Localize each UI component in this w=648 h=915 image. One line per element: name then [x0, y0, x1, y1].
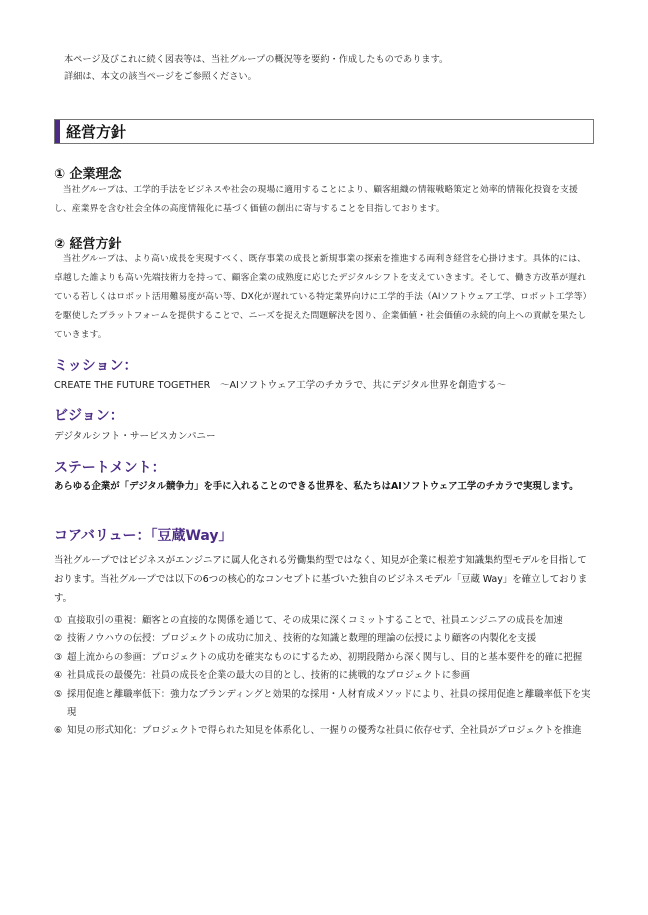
list-item-number: ②	[54, 633, 63, 645]
list-item-text: 超上流からの参画：プロジェクトの成功を確実なものにするため、初期段階から深く関与し、目的と基本要件を的確に把握	[67, 651, 583, 663]
list-item-number: ④	[54, 670, 63, 682]
section-title	[54, 119, 594, 144]
list-item-text: 直接取引の重視：顧客との直接的な関係を通じて、その成果に深くコミットすることで、社員エンジニアの成長を加速	[67, 615, 563, 626]
philosophy-text: 当社グループは、工学的手法をビジネスや社会の現場に適用することにより、顧客組織の情報戦略策定と効率的情報化投資を支援し、産業界を含む社会全体の高度情報化に基づく価値の創出に寄与することを目指しております。	[54, 185, 578, 214]
mission-text: CREATE THE FUTURE TOGETHER ～AIソフトウェア工学のチカラで、共にデジタル世界を創造する～	[54, 380, 507, 391]
section-accent-bar	[55, 120, 60, 143]
list-item	[54, 612, 599, 630]
statement-heading: ステートメント：	[54, 460, 166, 476]
mission-heading: ミッション：	[54, 358, 138, 374]
list-item	[54, 667, 599, 685]
list-item	[54, 649, 599, 667]
core-value-text: 当社グループではビジネスがエンジニアに属人化される労働集約型ではなく、知見が企業に根差す知識集約型モデルを目指しております。当社グループでは以下の6つの核心的なコンセプトに基づいた独自のビジネスモデル「豆蔵 Way」を確立しております。	[54, 555, 588, 604]
policy-heading: ② 経営方針	[54, 237, 122, 252]
intro-note	[64, 51, 448, 85]
intro-line-1: 本ページ及びこれに続く図表等は、当社グループの概況等を要約・作成したものであります。	[64, 54, 449, 65]
core-value-list	[54, 612, 599, 741]
list-item-number: ①	[54, 615, 63, 626]
policy-text: 当社グループは、より高い成長を実現すべく、既存事業の成長と新規事業の探索を推進する両利き経営を心掛けます。具体的には、卓越した誰よりも高い先端技術力を持って、顧客企業の成熟度に応じたデジタルシフトを支えていきます。そして、働き方改革が遅れている若しくはロボット活用難易度が高い等、DX化が遅れている特定業界向けに工学的手法（AIソフトウェア工学、ロボット工学等）を駆使したプラットフォームを提供することで、ニーズを捉えた問題解決を図り、企業価値・社会価値の永続的向上への貢献を果たしていきます。	[54, 254, 592, 340]
list-item-text: 採用促進と離職率低下：強力なブランディングと効果的な採用・人材育成メソッドにより、社員の採用促進と離職率低下を実現	[67, 688, 591, 719]
philosophy-heading: ① 企業理念	[54, 167, 122, 182]
vision-heading: ビジョン：	[54, 408, 124, 424]
list-item-text: 知見の形式知化：プロジェクトで得られた知見を体系化し、一握りの優秀な社員に依存せず、全社員がプロジェクトを推進	[67, 725, 582, 737]
vision-text: デジタルシフト・サービスカンパニー	[54, 431, 216, 442]
section-title-text: 経営方針	[66, 123, 127, 141]
list-item-number: ⑤	[54, 688, 63, 700]
list-item-number: ⑥	[54, 725, 63, 737]
list-item-number: ③	[54, 651, 63, 663]
list-item-text: 技術ノウハウの伝授：プロジェクトの成功に加え、技術的な知識と数理的理論の伝授により顧客の内製化を支援	[67, 633, 537, 645]
core-value-heading: コアバリュー：「豆蔵Way」	[54, 528, 233, 544]
list-item	[54, 630, 599, 648]
statement-text: あらゆる企業が「デジタル競争力」を手に入れることのできる世界を、私たちはAIソフトウェア工学のチカラで実現します。	[54, 481, 579, 492]
list-item-text: 社員成長の最優先：社員の成長を企業の最大の目的とし、技術的に挑戦的なプロジェクトに参画	[67, 670, 470, 682]
intro-line-2: 詳細は、本文の該当ページをご参照ください。	[64, 71, 257, 82]
list-item	[54, 722, 599, 740]
list-item	[54, 686, 599, 723]
